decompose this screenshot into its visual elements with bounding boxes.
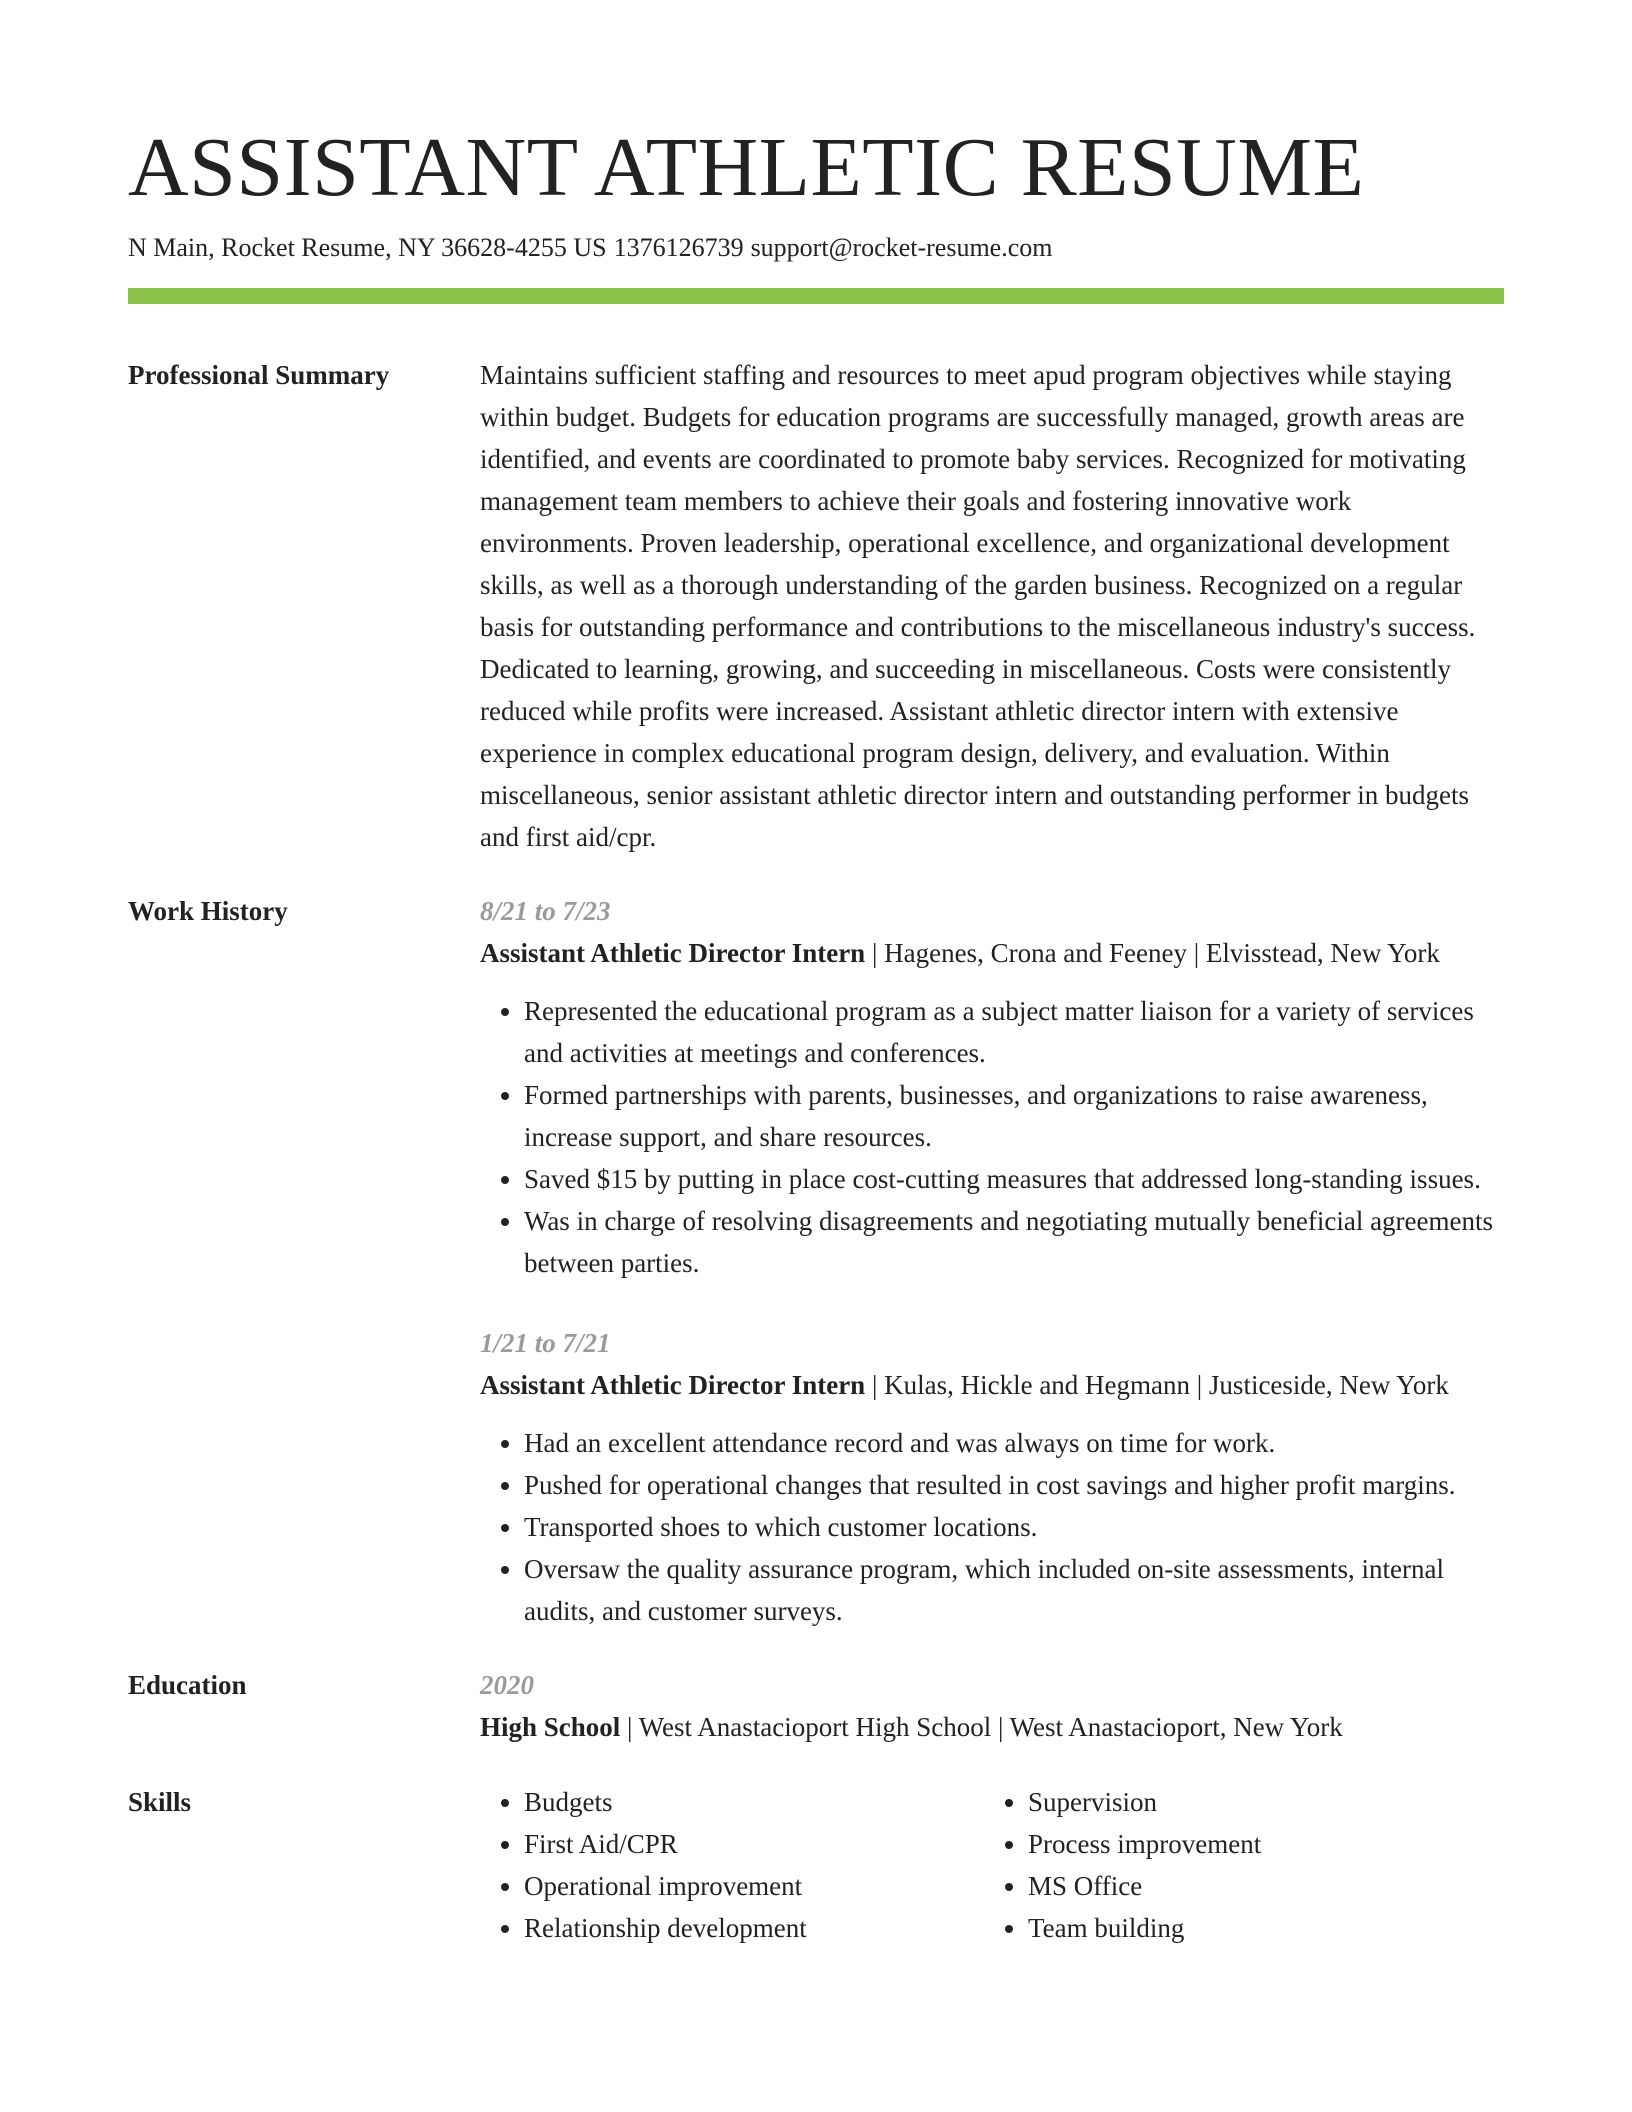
- skill-item: • Process improvement: [1028, 1823, 1528, 1865]
- job-details: | Kulas, Hickle and Hegmann | Justiceside, New York: [865, 1370, 1449, 1400]
- skills-grid: [480, 1781, 1528, 1949]
- contact-line: [128, 230, 1504, 266]
- education-details: | West Anastacioport High School | West Anastacioport, New York: [620, 1712, 1343, 1742]
- work-history-section: [128, 890, 1504, 1632]
- list-item: • Oversaw the quality assurance program, which included on-site assessments, internal audits, and customer surveys.: [524, 1548, 1504, 1632]
- contact-email: support@rocket-resume.com: [750, 233, 1053, 262]
- skill-item: • Relationship development: [524, 1907, 984, 1949]
- skills-column-2: [984, 1781, 1528, 1949]
- section-label-skills: Skills: [128, 1787, 192, 1817]
- job-bullets: [480, 1422, 1504, 1632]
- section-label-work: Work History: [128, 896, 288, 926]
- skill-item: • Supervision: [1028, 1781, 1528, 1823]
- summary-section: [128, 354, 1504, 858]
- resume-page: [128, 118, 1504, 1949]
- list-item: • Was in charge of resolving disagreements and negotiating mutually beneficial agreements between parties.: [524, 1200, 1504, 1284]
- skill-item: • Team building: [1028, 1907, 1528, 1949]
- job-bullets: [480, 990, 1504, 1284]
- skill-item: • First Aid/CPR: [524, 1823, 984, 1865]
- education-year: 2020: [480, 1670, 534, 1700]
- section-label-education: Education: [128, 1670, 247, 1700]
- job-entry: [480, 890, 1504, 1284]
- skills-section: [128, 1781, 1504, 1949]
- list-item: • Transported shoes to which customer locations.: [524, 1506, 1504, 1548]
- job-dates: 1/21 to 7/21: [480, 1328, 611, 1358]
- education-degree: High School: [480, 1712, 621, 1742]
- job-title: Assistant Athletic Director Intern: [480, 1370, 866, 1400]
- summary-text: Maintains sufficient staffing and resources to meet apud program objectives while staying within budget. Budgets for education programs are successfully managed, growth areas are identified, and events are coordinated to promote baby services. Recognized for motivating management team members to achieve their goals and fostering innovative work environments. Proven leadership, operational excellence, and organizational development skills, as well as a thorough understanding of the garden business. Recognized on a regular basis for outstanding performance and contributions to the miscellaneous industry's success. Dedicated to learning, growing, and succeeding in miscellaneous. Costs were consistently reduced while profits were increased. Assistant athletic director intern with extensive experience in complex educational program design, delivery, and evaluation. Within miscellaneous, senior assistant athletic director intern and outstanding performer in budgets and first aid/cpr.: [480, 360, 1476, 852]
- job-entry: [480, 1322, 1504, 1632]
- resume-title: ASSISTANT ATHLETIC RESUME: [128, 121, 1365, 214]
- list-item: • Had an excellent attendance record and was always on time for work.: [524, 1422, 1504, 1464]
- education-section: [128, 1664, 1504, 1748]
- list-item: • Saved $15 by putting in place cost-cutting measures that addressed long-standing issues.: [524, 1158, 1504, 1200]
- list-item: • Represented the educational program as a subject matter liaison for a variety of services and activities at meetings and conferences.: [524, 990, 1504, 1074]
- skill-item: • Budgets: [524, 1781, 984, 1823]
- section-label-summary: Professional Summary: [128, 360, 390, 390]
- contact-phone: 1376126739: [613, 233, 744, 262]
- job-dates: 8/21 to 7/23: [480, 896, 611, 926]
- skill-item: • MS Office: [1028, 1865, 1528, 1907]
- job-details: | Hagenes, Crona and Feeney | Elvisstead, New York: [865, 938, 1440, 968]
- list-item: • Pushed for operational changes that resulted in cost savings and higher profit margins.: [524, 1464, 1504, 1506]
- list-item: • Formed partnerships with parents, businesses, and organizations to raise awareness, increase support, and share resources.: [524, 1074, 1504, 1158]
- header-divider: [128, 288, 1504, 304]
- education-line: [480, 1706, 1504, 1748]
- skill-item: • Operational improvement: [524, 1865, 984, 1907]
- job-title-line: [480, 1364, 1504, 1406]
- job-title-line: [480, 932, 1504, 974]
- job-title: Assistant Athletic Director Intern: [480, 938, 866, 968]
- contact-address: N Main, Rocket Resume, NY 36628-4255 US: [128, 233, 607, 262]
- skills-column-1: [480, 1781, 984, 1949]
